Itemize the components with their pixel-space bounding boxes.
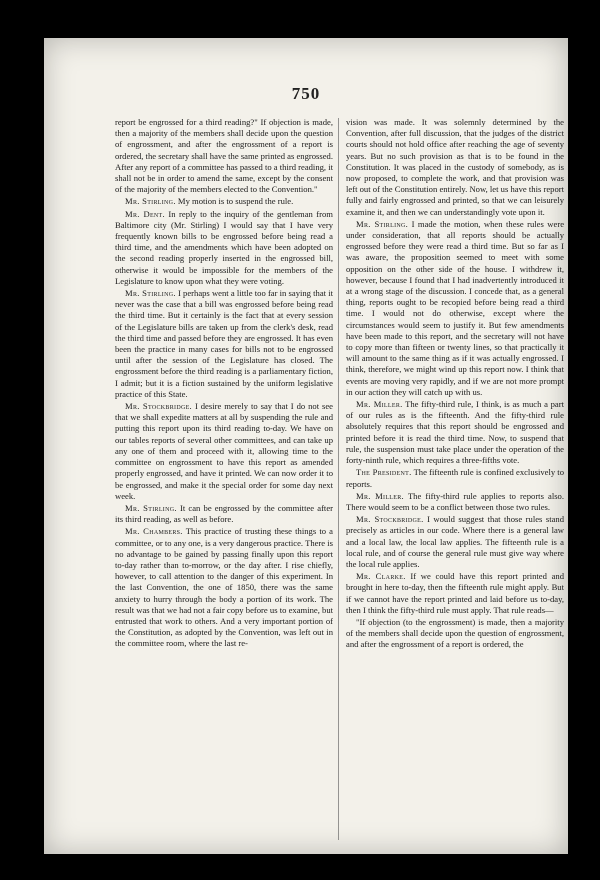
paragraph: [346, 617, 564, 651]
document-page: [44, 38, 568, 854]
paragraph: [115, 209, 333, 287]
paragraph-text: "If objection (to the engrossment) is made, then a majority of the members shall decide upon the question of engrossment, and after the engrossment of a report is ordered, the: [346, 616, 564, 650]
paragraph: [115, 196, 333, 207]
speaker-name: Mr. Chambers.: [125, 526, 183, 537]
speaker-name: Mr. Dent.: [125, 208, 165, 219]
paragraph: [346, 117, 564, 218]
paragraph-text: The fifty-third rule applies to reports also. There would seem to be a conflict between those two rules.: [346, 490, 564, 512]
speaker-name: Mr. Miller.: [356, 399, 403, 410]
speaker-name: Mr. Stirling.: [125, 196, 176, 207]
paragraph-text: If we could have this report printed and brought in here to-day, then the fifteenth rule might apply. But if we cannot have the report printed and laid before us to-day, then I think the fifty-third rule must apply. That rule reads—: [346, 571, 564, 615]
paragraph: [115, 288, 333, 400]
paragraph-text: My motion is to suspend the rule.: [177, 196, 294, 207]
page-number: 750: [291, 84, 321, 103]
paragraph: [346, 399, 564, 466]
paragraph: [346, 514, 564, 570]
paragraph-text: The fifty-third rule, I think, is as much a part of our rules as is the fifteenth. And the fifty-third rule absolutely requires that this report should be engrossed and printed before it is read the third time. Now, to suspend that rule, the suspension must take place under the operation of the forty-ninth rule, which requires a three-fifths vote.: [346, 399, 564, 466]
speaker-name: Mr. Miller.: [356, 490, 404, 501]
speaker-name: The President.: [356, 467, 412, 478]
speaker-name: Mr. Stirling.: [356, 218, 409, 229]
paragraph-text: vision was made. It was solemnly determined by the Convention, after full discussion, that the judges of the district courts should not hold office after reaching the age of seventy years. But no such provision as that is to be found in the Constitution. It was placed in the custody of somebody, as is now proposed, to complete the work, and that provision was left out of the Constitution entirely. Now, let us have this report fully and fairly engrossed and printed, so that we can leisurely examine it, and then we can understandingly vote upon it.: [346, 117, 564, 217]
paragraph-text: It can be engrossed by the committee after its third reading, as well as before.: [115, 502, 333, 525]
speaker-name: Mr. Clarke.: [356, 571, 406, 582]
paragraph-text: In reply to the inquiry of the gentleman from Baltimore city (Mr. Stirling) I would say that I have very frequently known bills to be engrossed before being read a third time, and the amendments which have been adopted on the second reading properly inserted in the engrossed bill, otherwise it would be impossible for the members of the Legislature to know upon what they were voting.: [115, 208, 333, 286]
paragraph-text: I would suggest that those rules stand precisely as articles in our code. Where there is a general law and a local law, the local law applies. The fifteenth rule is a local rule, and of course the general rule must give way where the local rule applies.: [346, 514, 564, 569]
column-divider: [338, 118, 339, 840]
speaker-name: Mr. Stockbridge.: [356, 514, 424, 525]
paragraph-text: This practice of trusting these things to a committee, or to any one, is a very dangerous practice. There is no advantage to be gained by passing finally upon this report to-day rather than to-morrow, or the day after. I rise chiefly, however, to call attention to the danger of this experiment. In the last Convention, the one of 1850, there was the same anxiety to hurry through the body a portion of its work. The result was that we had not a fair copy before us to examine, but entrusted that work to others. And a very important portion of the Constitution, as adopted by the Convention, was left out in the committee room, where the last re-: [115, 526, 333, 649]
paragraph-text: report be engrossed for a third reading?" If objection is made, then a majority of the members shall decide upon the question of engrossment, and after the engrossment of a report is ordered, the secretary shall have the same printed as engrossed. After any report of a committee has passed to a third reading, it shall not be in order to amend the same, except by the consent of the majority of the members elected to the Convention.": [115, 117, 333, 195]
paragraph: [346, 467, 564, 489]
paragraph: [346, 491, 564, 513]
paragraph-text: I made the motion, when these rules were under consideration, that all reports should be actually engrossed before they were read a third time. But so far as I was aware, the proposition seemed to meet with some opposition on the other side of the house. I withdrew it, however, because I found that I had inadvertently introduced it at a wrong stage of the discussion. I concede that, as a general thing, reports ought to be recopied before being read a third time. I would not do otherwise, except where the circumstances would seem to justify it. But few amendments have been made to this report, and the secretary will not have to copy more than fifteen or twenty lines, so that practically it will amount to the same thing as if it was actually engrossed. I think, therefore, we might wind up this report now. I think that events are moving very rapidly, and if we are not more prompt in our action they will catch up with us.: [346, 218, 564, 397]
paragraph-text: The fifteenth rule is confined exclusively to reports.: [346, 467, 564, 489]
paragraph-text: I desire merely to say that I do not see that we shall expedite matters at all by suspending the rule and putting this report upon its third reading to-day. We have on our tables reports of several other committees, and can take up any one of them and proceed with it, allowing time to the committee on engrossment to have this report as amended properly engrossed, and have it printed. We can now order it to be engrossed, and make it the special order for some day next week.: [115, 401, 333, 501]
paragraph: [115, 117, 333, 195]
right-column: [346, 117, 564, 847]
paragraph: [115, 503, 333, 525]
paragraph-text: I perhaps went a little too far in saying that it never was the case that a bill was engrossed before being read the third time. But it certainly is the fact that at every session of the Legislature bills are taken up from the clerk's desk, read the third time and passed before they are engrossed. It has even been the practice in many cases for bills not to be engrossed until after the session of the Legislature has closed. The engrossment before the third reading is a parliamentary fiction, I admit; but it is a fiction sustained by the uniform legislative practice of this State.: [115, 288, 333, 399]
speaker-name: Mr. Stockbridge.: [125, 401, 193, 412]
paragraph: [346, 571, 564, 616]
paragraph: [115, 401, 333, 502]
speaker-name: Mr. Stirling.: [125, 502, 177, 513]
paragraph: [115, 526, 333, 649]
left-column: [115, 117, 333, 847]
paragraph: [346, 219, 564, 398]
speaker-name: Mr. Stirling.: [125, 288, 176, 299]
